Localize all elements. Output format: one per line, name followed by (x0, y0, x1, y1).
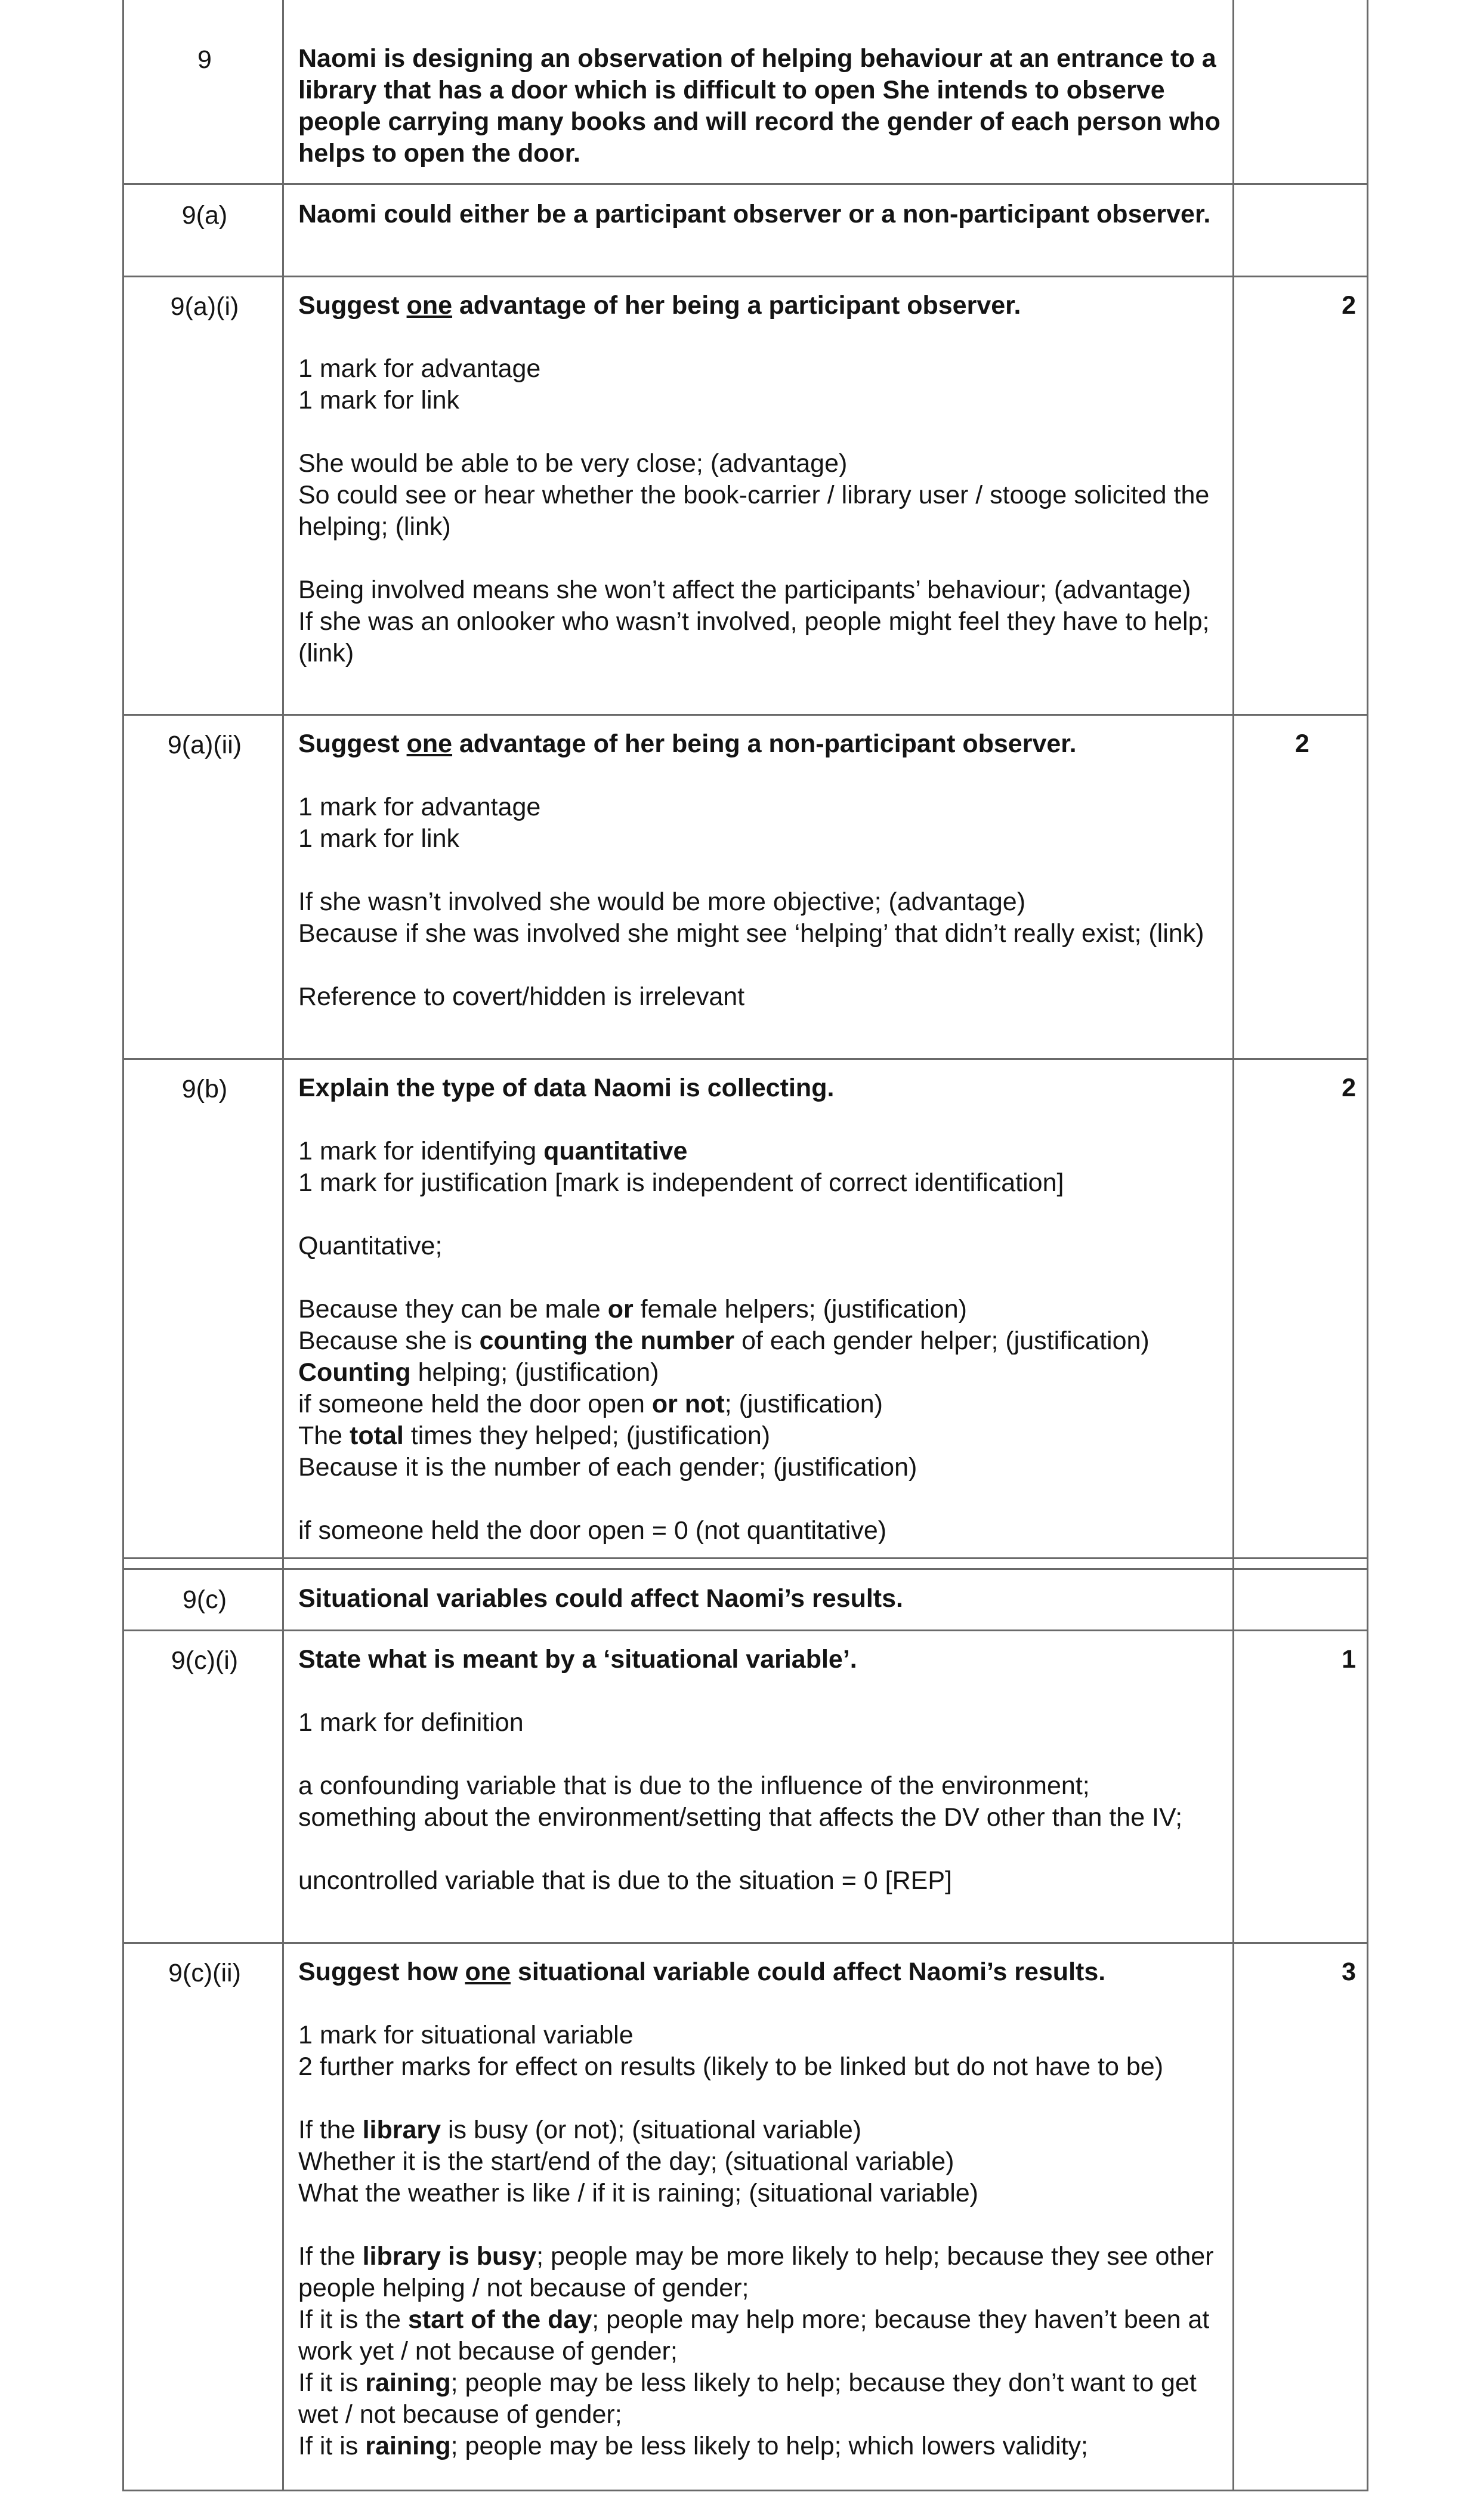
mark-guidance: 1 mark for definition (298, 1708, 524, 1737)
answer-line: Because it is the number of each gender; (justification) (298, 1453, 917, 1482)
text-emphasis: or (607, 1295, 634, 1324)
answer-line (298, 2114, 1235, 2146)
question-number: 9(a) (181, 201, 228, 230)
question-number: 9 (197, 45, 212, 74)
text-part: If it is the (298, 2305, 409, 2334)
question-text-part: Suggest how (298, 1958, 465, 1986)
marks-value: 3 (1342, 1958, 1356, 1986)
question-text (298, 1956, 1235, 1988)
question-text-part: situational variable could affect Naomi’s results. (510, 1958, 1106, 1986)
mark-guidance: 1 mark for justification [mark is independent of correct identification] (298, 1168, 1064, 1197)
answer-line: She would be able to be very close; (advantage) (298, 449, 848, 478)
mark-guidance: 1 mark for link (298, 824, 460, 853)
mark-guidance: 1 mark for link (298, 386, 460, 415)
question-stem (298, 1583, 1235, 1615)
text-part: ; people may be less likely to help; which lowers validity; (450, 2432, 1088, 2460)
answer-line (298, 1294, 1235, 1325)
question-text: Situational variables could affect Naomi’s results. (298, 1584, 903, 1613)
question-text (298, 290, 1235, 321)
answer-content (298, 728, 1235, 1013)
question-emphasis: one (406, 291, 453, 320)
text-part: Because they can be male (298, 1295, 608, 1324)
table-row-9aii (124, 714, 1367, 1058)
text-part: is busy (or not); (situational variable) (441, 2116, 862, 2144)
text-emphasis: start of the day (408, 2305, 592, 2334)
question-text-part: Suggest (298, 291, 407, 320)
answer-content (298, 290, 1235, 669)
text-part: If the (298, 2242, 363, 2271)
text-part: times they helped; (justification) (403, 1421, 771, 1450)
row-divider (124, 1557, 1367, 1559)
answer-content (298, 1956, 1235, 2462)
question-number: 9(c)(ii) (168, 1959, 241, 1987)
answer-line: Because if she was involved she might see ‘helping’ that didn’t really exist; (link) (298, 919, 1204, 948)
question-stem (298, 43, 1235, 169)
mark-scheme-table (122, 0, 1368, 2491)
question-emphasis: one (465, 1958, 511, 1986)
text-emphasis: Counting (298, 1358, 411, 1387)
text-part: helping; (justification) (410, 1358, 659, 1387)
answer-line: a confounding variable that is due to the influence of the environment; (298, 1771, 1090, 1800)
text-emphasis: counting the number (479, 1327, 735, 1355)
answer-line (298, 2367, 1235, 2431)
answer-line: If she wasn’t involved she would be more objective; (advantage) (298, 888, 1026, 916)
text-part: If it is (298, 2432, 366, 2460)
text-emphasis: raining (365, 2369, 451, 2397)
table-row-9c (124, 1570, 1367, 1630)
mark-guidance (298, 1136, 1235, 1167)
question-number: 9(b) (181, 1075, 228, 1103)
answer-line: Being involved means she won’t affect the participants’ behaviour; (advantage) (298, 576, 1191, 604)
table-row-9ai (124, 276, 1367, 714)
table-row-9ci (124, 1630, 1367, 1942)
mark-guidance: 2 further marks for effect on results (likely to be linked but do not have to be) (298, 2052, 1164, 2081)
answer-line: if someone held the door open = 0 (not quantitative) (298, 1516, 887, 1545)
text-emphasis: library (362, 2116, 441, 2144)
answer-line: something about the environment/setting that affects the DV other than the IV; (298, 1803, 1183, 1832)
answer-line (298, 2431, 1235, 2462)
text-part: ; (justification) (724, 1390, 883, 1418)
table-row-9a (124, 183, 1367, 276)
question-number: 9(c)(i) (171, 1646, 239, 1675)
text-part: If the (298, 2116, 363, 2144)
text-emphasis: library is busy (362, 2242, 537, 2271)
question-text: Naomi could either be a participant observer or a non-participant observer. (298, 200, 1211, 228)
mark-guidance: 1 mark for advantage (298, 354, 541, 383)
text-part: ; people may help more; because they haven’t been at work yet / not because of gender; (298, 2305, 1210, 2366)
question-text-part: Suggest (298, 729, 407, 758)
mark-guidance: 1 mark for situational variable (298, 2021, 634, 2049)
answer-content (298, 1644, 1235, 1897)
text-part: If it is (298, 2369, 366, 2397)
text-part: ; people may be less likely to help; because they don’t want to get wet / not because of gender; (298, 2369, 1197, 2429)
marks-value: 2 (1295, 729, 1309, 758)
answer-line: Reference to covert/hidden is irrelevant (298, 982, 745, 1011)
marks-value: 2 (1342, 291, 1356, 320)
answer-line (298, 1325, 1235, 1357)
answer-line (298, 2241, 1235, 2304)
question-text: State what is meant by a ‘situational variable’. (298, 1645, 857, 1674)
answer-line: uncontrolled variable that is due to the situation = 0 [REP] (298, 1866, 952, 1895)
question-text: Naomi is designing an observation of helping behaviour at an entrance to a library that has a door which is difficult to open She intends to observe people carrying many books and will record the gender of each person who helps to open the door. (298, 44, 1221, 168)
question-number: 9(c) (182, 1585, 227, 1614)
answer-line: If she was an onlooker who wasn’t involved, people might feel they have to help; (link) (298, 607, 1210, 667)
text-part: female helpers; (justification) (633, 1295, 967, 1324)
question-emphasis: one (406, 729, 453, 758)
question-text-part: advantage of her being a non-participant observer. (452, 729, 1077, 758)
text-part: of each gender helper; (justification) (734, 1327, 1150, 1355)
question-stem (298, 199, 1235, 230)
marks-value: 2 (1342, 1074, 1356, 1102)
answer-line: Quantitative; (298, 1232, 443, 1260)
table-row-9cii (124, 1942, 1367, 2491)
answer-line: Whether it is the start/end of the day; (situational variable) (298, 2147, 954, 2176)
answer-line (298, 1357, 1235, 1389)
question-number: 9(a)(i) (170, 292, 239, 321)
question-text-part: advantage of her being a participant observer. (452, 291, 1021, 320)
answer-content (298, 1072, 1235, 1547)
mark-guidance: 1 mark for advantage (298, 793, 541, 821)
text-emphasis: raining (365, 2432, 451, 2460)
text-emphasis: total (350, 1421, 404, 1450)
text-emphasis: or not (651, 1390, 725, 1418)
question-number: 9(a)(ii) (167, 731, 242, 759)
answer-line: So could see or hear whether the book-carrier / library user / stooge solicited the helping; (link) (298, 481, 1210, 541)
text-part: The (298, 1421, 350, 1450)
text-part: ; people may be more likely to help; because they see other people helping / not because of gender; (298, 2242, 1214, 2302)
marks-value: 1 (1342, 1645, 1356, 1674)
text-emphasis: quantitative (543, 1137, 688, 1165)
text-part: Because she is (298, 1327, 480, 1355)
answer-line (298, 2304, 1235, 2367)
text-part: 1 mark for identifying (298, 1137, 544, 1165)
table-row-9 (124, 0, 1367, 183)
answer-line (298, 1420, 1235, 1452)
answer-line: What the weather is like / if it is raining; (situational variable) (298, 2179, 978, 2207)
table-row-9b (124, 1058, 1367, 1557)
answer-line (298, 1389, 1235, 1420)
question-text (298, 728, 1235, 760)
question-text: Explain the type of data Naomi is collecting. (298, 1074, 835, 1102)
text-part: if someone held the door open (298, 1390, 652, 1418)
